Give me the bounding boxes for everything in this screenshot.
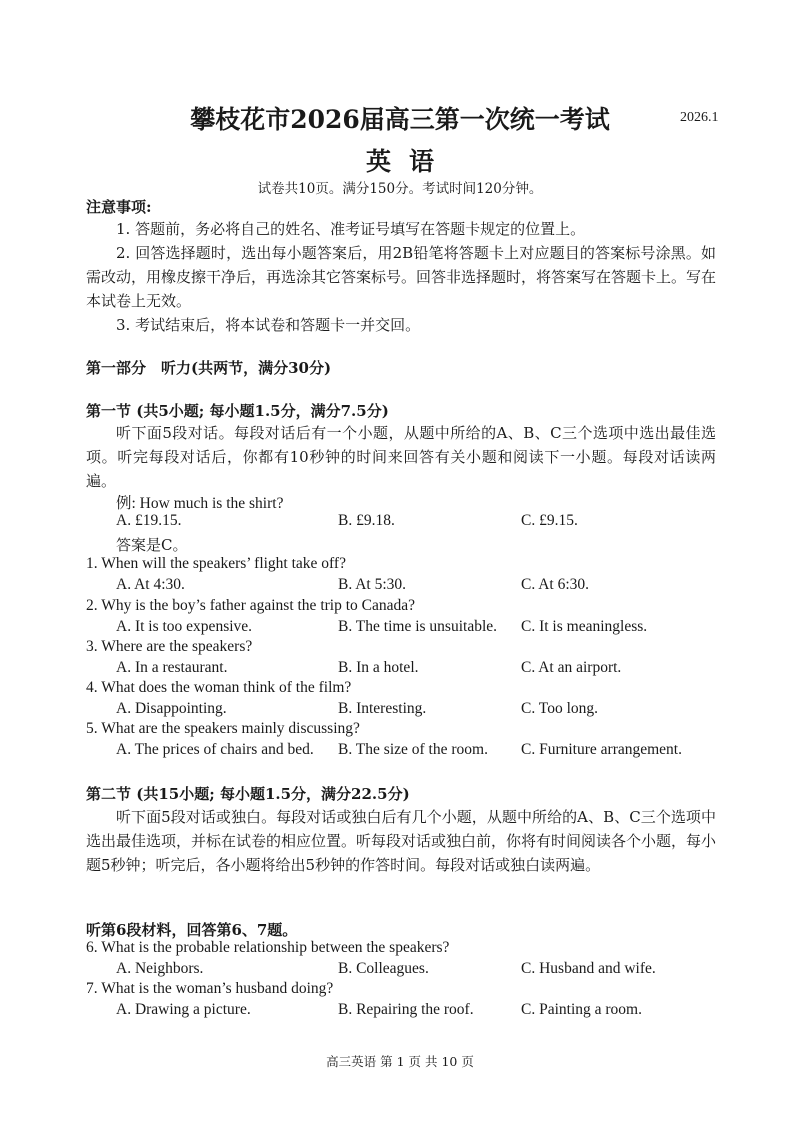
question-4: 4. What does the woman think of the film? — [86, 679, 352, 696]
section1-heading: 第一节 (共5小题; 每小题1.5分，满分7.5分) — [86, 402, 389, 420]
q4-option-c: C. Too long. — [521, 700, 599, 717]
q2-option-c: C. It is meaningless. — [521, 618, 648, 635]
note-item-3: 3. 考试结束后，将本试卷和答题卡一并交回。 — [116, 316, 421, 334]
question-1: 1. When will the speakers’ flight take off? — [86, 555, 346, 572]
q3-option-c: C. At an airport. — [521, 659, 622, 676]
question-6: 6. What is the probable relationship between the speakers? — [86, 939, 450, 956]
q7-option-b: B. Repairing the roof. — [338, 1001, 474, 1018]
section1-instructions: 听下面5段对话。每段对话后有一个小题，从题中所给的A、B、C三个选项中选出最佳选项。听完每段对话后，你都有10秒钟的时间来回答有关小题和阅读下一小题。每段对话读两遍。 — [86, 424, 716, 490]
q4-option-a: A. Disappointing. — [116, 700, 227, 717]
paper-info: 试卷共10页。满分150分。考试时间120分钟。 — [257, 181, 543, 197]
exam-title: 攀枝花市2026届高三第一次统一考试 — [190, 105, 610, 134]
question-7: 7. What is the woman’s husband doing? — [86, 980, 334, 997]
q4-option-b: B. Interesting. — [338, 700, 427, 717]
q6-option-c: C. Husband and wife. — [521, 960, 656, 977]
q7-option-a: A. Drawing a picture. — [116, 1001, 251, 1018]
section2-instructions: 听下面5段对话或独白。每段对话或独白后有几个小题，从题中所给的A、B、C三个选项中选出最佳选项，并标在试卷的相应位置。听每段对话或独白前，你将有时间阅读各个小题，每小题5秒钟；听完后，各小题将给出5秒钟的作答时间。每段对话或独白读两遍。 — [86, 808, 717, 874]
part1-heading: 第一部分 听力(共两节，满分30分) — [86, 359, 332, 377]
q1-option-a: A. At 4:30. — [116, 576, 185, 593]
q1-option-b: B. At 5:30. — [338, 576, 407, 593]
q5-option-a: A. The prices of chairs and bed. — [116, 741, 314, 758]
example-option-b: B. £9.18. — [338, 512, 395, 529]
notes-heading: 注意事项: — [86, 198, 152, 216]
question-2: 2. Why is the boy’s father against the trip to Canada? — [86, 597, 416, 614]
example-option-c: C. £9.15. — [521, 512, 578, 529]
q2-option-b: B. The time is unsuitable. — [338, 618, 498, 635]
q3-option-b: B. In a hotel. — [338, 659, 419, 676]
q7-option-c: C. Painting a room. — [521, 1001, 642, 1018]
page-footer: 高三英语 第 1 页 共 10 页 — [326, 1054, 474, 1069]
q1-option-c: C. At 6:30. — [521, 576, 590, 593]
q6-option-b: B. Colleagues. — [338, 960, 429, 977]
note-item-1: 1. 答题前，务必将自己的姓名、准考证号填写在答题卡规定的位置上。 — [116, 220, 586, 238]
example-question: 例: How much is the shirt? — [116, 495, 284, 512]
question-3: 3. Where are the speakers? — [86, 638, 253, 655]
q2-option-a: A. It is too expensive. — [116, 618, 253, 635]
section2-heading: 第二节 (共15小题; 每小题1.5分，满分22.5分) — [86, 785, 410, 803]
material-heading: 听第6段材料，回答第6、7题。 — [86, 921, 298, 939]
q6-option-a: A. Neighbors. — [116, 960, 204, 977]
exam-date: 2026.1 — [680, 110, 719, 125]
q5-option-c: C. Furniture arrangement. — [521, 741, 682, 758]
subject-title: 英语 — [365, 147, 452, 176]
question-5: 5. What are the speakers mainly discussing? — [86, 720, 360, 737]
note-item-2: 2. 回答选择题时，选出每小题答案后，用2B铅笔将答题卡上对应题目的答案标号涂黑。如需改动，用橡皮擦干净后，再选涂其它答案标号。回答非选择题时，将答案写在答题卡上。写在本试卷上无效。 — [86, 244, 717, 310]
q3-option-a: A. In a restaurant. — [116, 659, 228, 676]
example-option-a: A. £19.15. — [116, 512, 182, 529]
q5-option-b: B. The size of the room. — [338, 741, 488, 758]
example-answer: 答案是C。 — [116, 536, 188, 554]
